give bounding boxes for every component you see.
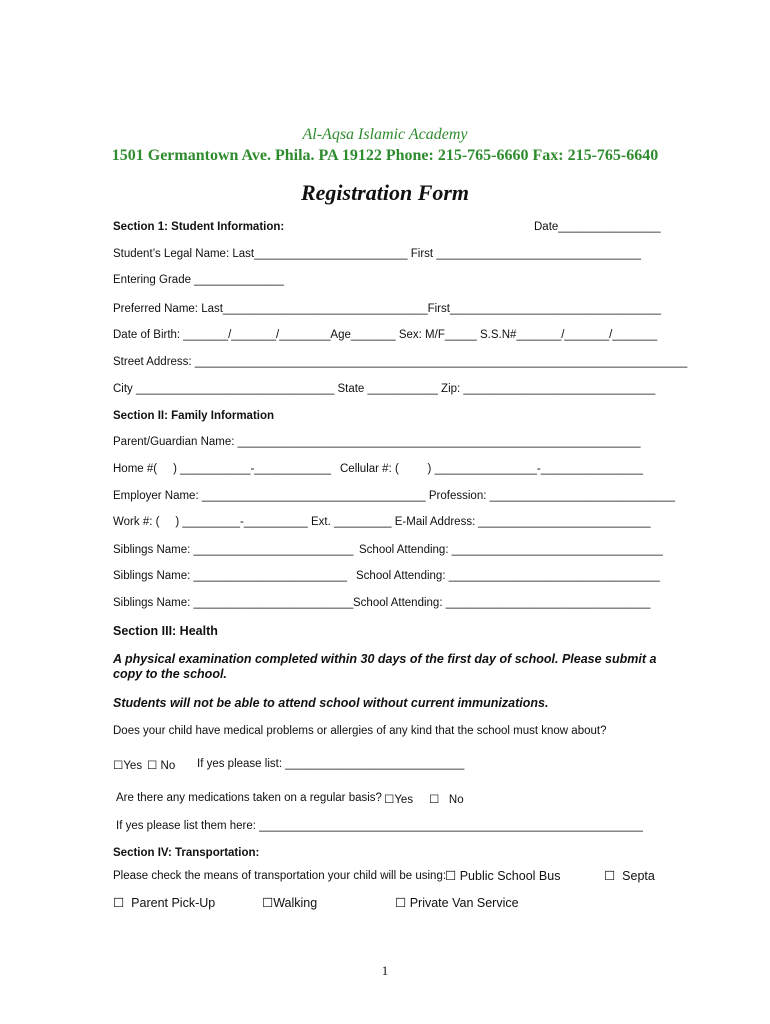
employer-profession-line[interactable]: Employer Name: ___________________________________ Profession: _____________________________	[113, 490, 676, 502]
sibling-school-field[interactable]: School Attending: ________________________________	[353, 597, 651, 609]
preferred-name-field[interactable]: Preferred Name: Last________________________________First_________________________________	[113, 303, 662, 315]
medical-question: Does your child have medical problems or allergies of any kind that the school must know about?	[113, 725, 607, 737]
page-number: 1	[381, 963, 389, 978]
street-address-field[interactable]: Street Address: _____________________________________________________________________________	[113, 356, 688, 368]
medical-no-option[interactable]: ☐ No	[147, 760, 176, 772]
email-field[interactable]: ___________________________	[478, 516, 651, 528]
checkbox-icon[interactable]: ☐	[384, 794, 395, 806]
checkbox-icon[interactable]: ☐	[429, 794, 440, 806]
checkbox-icon[interactable]: ☐	[113, 896, 125, 910]
checkbox-icon[interactable]: ☐	[445, 869, 457, 883]
legal-name-field[interactable]: Student’s Legal Name: Last________________________ First ________________________________	[113, 248, 641, 260]
medications-no-option[interactable]: ☐ No	[429, 794, 464, 806]
checkbox-icon[interactable]: ☐	[262, 896, 274, 910]
city-state-zip-line[interactable]: City _______________________________ State ___________ Zip: ______________________________	[113, 383, 656, 395]
medical-list-field[interactable]: If yes please list: ____________________________	[197, 758, 465, 770]
dob-line[interactable]: Date of Birth: _______/_______/________Age_______ Sex: M/F_____ S.S.N#_______/_______/_______	[113, 329, 658, 341]
transportation-question: Please check the means of transportation your child will be using:	[113, 870, 447, 882]
section4-heading: Section IV: Transportation:	[113, 847, 260, 859]
school-address: 1501 Germantown Ave. Phila. PA 19122 Phone: 215-765-6660 Fax: 215-765-6640	[111, 147, 659, 164]
option-walking[interactable]: ☐Walking	[262, 896, 318, 910]
checkbox-icon[interactable]: ☐	[113, 760, 124, 772]
sibling-name-field[interactable]: Siblings Name: ________________________	[113, 570, 348, 582]
date-field[interactable]: Date________________	[534, 221, 661, 233]
school-name: Al-Aqsa Islamic Academy	[302, 126, 468, 143]
checkbox-icon[interactable]: ☐	[147, 760, 158, 772]
option-parent-pickup[interactable]: ☐ Parent Pick-Up	[113, 896, 216, 910]
medications-yes-option[interactable]: ☐Yes	[384, 794, 414, 806]
section3-heading: Section III: Health	[113, 624, 218, 638]
option-public-school-bus[interactable]: ☐ Public School Bus	[445, 869, 561, 883]
entering-grade-field[interactable]: Entering Grade ______________	[113, 274, 284, 286]
immunization-note: Students will not be able to attend school without current immunizations.	[113, 696, 549, 710]
work-phone-line[interactable]: Work #: ( ) _________-__________ Ext. _________ E-Mail Address:	[113, 516, 476, 528]
option-private-van[interactable]: ☐ Private Van Service	[395, 896, 519, 910]
cell-phone-field[interactable]: Cellular #: ( ) ________________-________________	[340, 463, 644, 475]
sibling-school-field[interactable]: School Attending: _________________________________	[359, 544, 663, 556]
option-septa[interactable]: ☐ Septa	[604, 869, 655, 883]
form-title: Registration Form	[300, 180, 470, 205]
medical-yes-option[interactable]: ☐Yes	[113, 760, 143, 772]
checkbox-icon[interactable]: ☐	[604, 869, 616, 883]
sibling-name-field[interactable]: Siblings Name: _________________________	[113, 597, 354, 609]
checkbox-icon[interactable]: ☐	[395, 896, 407, 910]
physical-exam-note: A physical examination completed within 30 days of the first day of school. Please submit a copy to the school.	[113, 652, 657, 681]
home-phone-field[interactable]: Home #( ) ___________-____________	[113, 463, 332, 475]
sibling-school-field[interactable]: School Attending: _________________________________	[356, 570, 660, 582]
sibling-name-field[interactable]: Siblings Name: _________________________	[113, 544, 354, 556]
section2-heading: Section II: Family Information	[113, 410, 275, 422]
section1-heading: Section 1: Student Information:	[113, 221, 285, 233]
guardian-name-field[interactable]: Parent/Guardian Name: _______________________________________________________________	[113, 436, 641, 448]
medications-list-field[interactable]: If yes please list them here: ____________________________________________________________	[116, 820, 643, 832]
medications-question: Are there any medications taken on a regular basis?	[116, 792, 382, 804]
